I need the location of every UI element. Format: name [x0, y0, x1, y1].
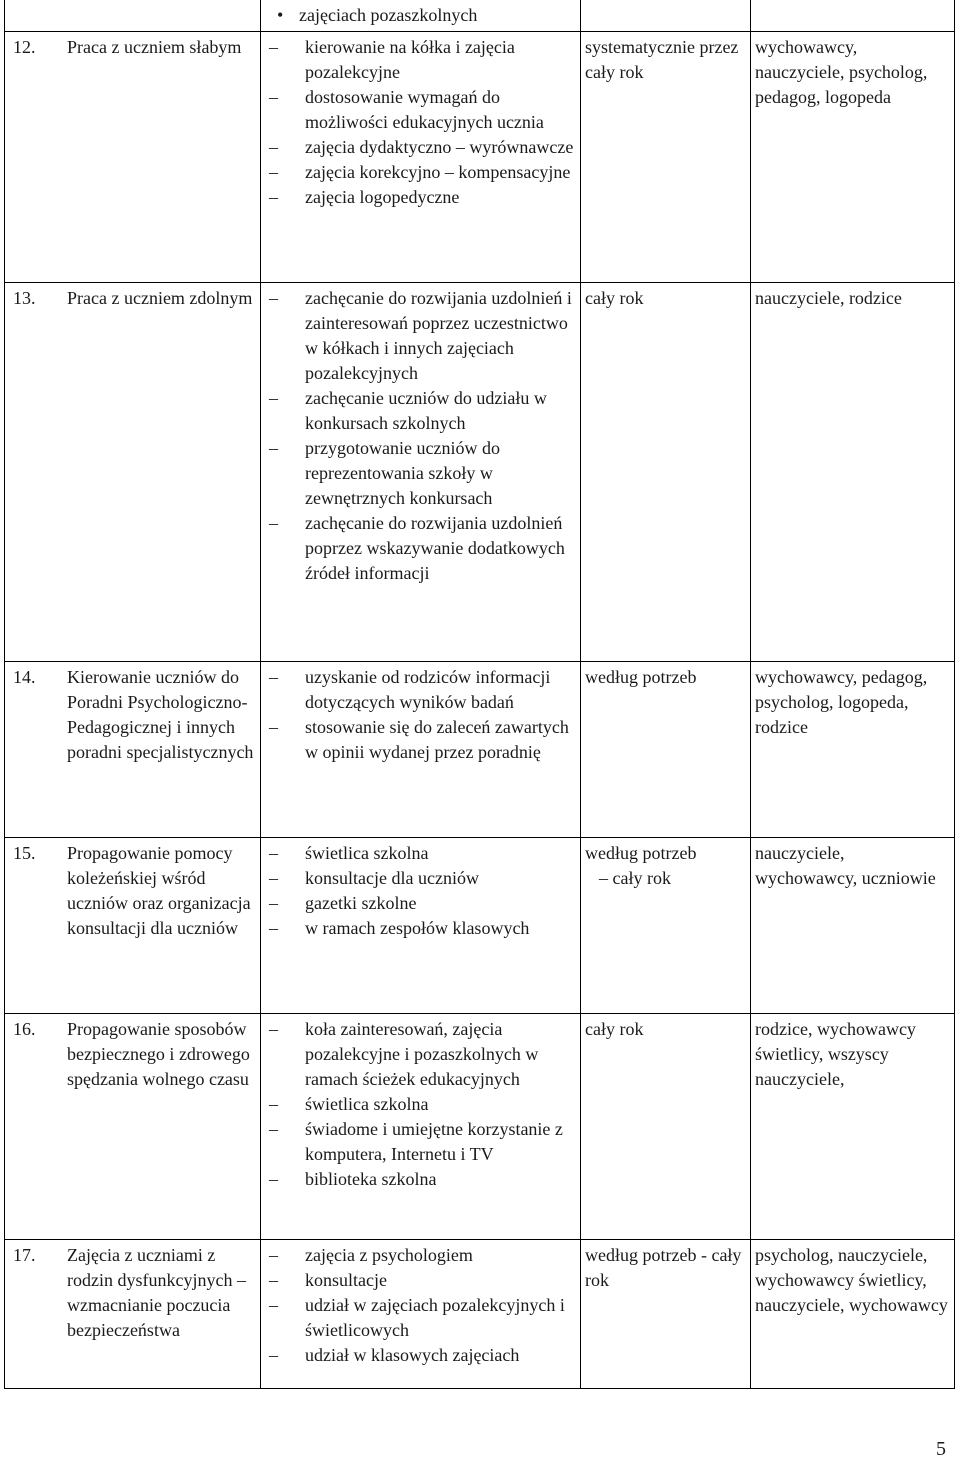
row-number: 14. — [13, 667, 36, 687]
responsible-text: wychowawcy, nauczyciele, psycholog, pedagog, logopeda — [755, 37, 928, 107]
cell-responsible — [751, 1240, 955, 1389]
row-number: 12. — [13, 37, 36, 57]
cell-methods — [261, 0, 581, 32]
list-item: – przygotowanie uczniów do reprezentowania szkoły w zewnętrznych konkursach — [265, 436, 576, 511]
list-item: – kierowanie na kółka i zajęcia pozalekcyjne — [265, 35, 576, 85]
list-item: – konsultacje — [265, 1268, 576, 1293]
table-row-14 — [5, 662, 955, 838]
row-number: 15. — [13, 843, 36, 863]
row-number: 16. — [13, 1019, 36, 1039]
list-item: – udział w klasowych zajęciach — [265, 1343, 576, 1368]
list-item: – świetlica szkolna — [265, 841, 576, 866]
task-title: Praca z uczniem zdolnym — [67, 288, 253, 308]
cell-task — [5, 283, 261, 662]
list-item: – gazetki szkolne — [265, 891, 576, 916]
cell-responsible — [751, 0, 955, 32]
methods-list — [265, 665, 576, 765]
term-text: systematycznie przez cały rok — [585, 37, 739, 82]
methods-list — [265, 1243, 576, 1368]
table-row-13 — [5, 283, 955, 662]
table-row-16 — [5, 1014, 955, 1240]
cell-methods — [261, 838, 581, 1014]
cell-responsible — [751, 662, 955, 838]
list-item: – zajęcia z psychologiem — [265, 1243, 576, 1268]
cell-task — [5, 1014, 261, 1240]
responsible-text: nauczyciele, rodzice — [755, 288, 902, 308]
methods-list — [265, 841, 576, 941]
cell-term — [581, 283, 751, 662]
list-item: – stosowanie się do zaleceń zawartych w opinii wydanej przez poradnię — [265, 715, 576, 765]
responsible-text: rodzice, wychowawcy świetlicy, wszyscy nauczyciele, — [755, 1019, 916, 1089]
list-item: – zajęcia korekcyjno – kompensacyjne — [265, 160, 576, 185]
cell-task — [5, 32, 261, 283]
term-text: cały rok — [585, 1019, 644, 1039]
methods-list — [265, 1017, 576, 1192]
row-number: 13. — [13, 288, 36, 308]
responsible-text: psycholog, nauczyciele, wychowawcy świetlicy, nauczyciele, wychowawcy — [755, 1245, 948, 1315]
cell-term — [581, 1014, 751, 1240]
list-item: – konsultacje dla uczniów — [265, 866, 576, 891]
cell-task — [5, 0, 261, 32]
list-item: • zajęciach pozaszkolnych — [265, 3, 576, 28]
cell-responsible — [751, 838, 955, 1014]
cell-term — [581, 32, 751, 283]
cell-term — [581, 1240, 751, 1389]
cell-methods — [261, 1014, 581, 1240]
task-title: Kierowanie uczniów do Poradni Psychologiczno-Pedagogicznej i innych poradni specjalistycznych — [67, 667, 254, 762]
list-item: – udział w zajęciach pozalekcyjnych i świetlicowych — [265, 1293, 576, 1343]
cell-responsible — [751, 283, 955, 662]
cell-term — [581, 0, 751, 32]
list-item: – koła zainteresowań, zajęcia pozalekcyjne i pozaszkolnych w ramach ścieżek edukacyjnych — [265, 1017, 576, 1092]
cell-task — [5, 1240, 261, 1389]
list-item: – świadome i umiejętne korzystanie z komputera, Internetu i TV — [265, 1117, 576, 1167]
methods-list — [265, 286, 576, 586]
cell-term — [581, 662, 751, 838]
list-item: – w ramach zespołów klasowych — [265, 916, 576, 941]
term-text: według potrzeb — [585, 667, 697, 687]
cell-methods — [261, 32, 581, 283]
term-text: cały rok — [585, 288, 644, 308]
list-item: – zajęcia dydaktyczno – wyrównawcze — [265, 135, 576, 160]
methods-list — [265, 35, 576, 210]
cell-responsible — [751, 32, 955, 283]
list-item: – uzyskanie od rodziców informacji dotyczących wyników badań — [265, 665, 576, 715]
cell-responsible — [751, 1014, 955, 1240]
list-item: – zachęcanie do rozwijania uzdolnień poprzez wskazywanie dodatkowych źródeł informacji — [265, 511, 576, 586]
methods-list — [265, 3, 576, 28]
task-title: Zajęcia z uczniami z rodzin dysfunkcyjnych – wzmacnianie poczucia bezpieczeństwa — [67, 1245, 246, 1340]
term-text: według potrzeb - cały rok — [585, 1245, 742, 1290]
plan-table — [4, 0, 955, 1389]
cell-task — [5, 662, 261, 838]
page-number: 5 — [936, 1438, 946, 1460]
list-item: – zachęcanie uczniów do udziału w konkursach szkolnych — [265, 386, 576, 436]
cell-term — [581, 838, 751, 1014]
table-row-continuation — [5, 0, 955, 32]
list-item: – dostosowanie wymagań do możliwości edukacyjnych ucznia — [265, 85, 576, 135]
cell-task — [5, 838, 261, 1014]
task-title: Propagowanie sposobów bezpiecznego i zdrowego spędzania wolnego czasu — [67, 1019, 250, 1089]
term-text: według potrzeb — [585, 843, 697, 863]
list-item: – zajęcia logopedyczne — [265, 185, 576, 210]
row-number: 17. — [13, 1245, 36, 1265]
responsible-text: wychowawcy, pedagog, psycholog, logopeda, rodzice — [755, 667, 928, 737]
list-item: – biblioteka szkolna — [265, 1167, 576, 1192]
list-item: – zachęcanie do rozwijania uzdolnień i zainteresowań poprzez uczestnictwo w kółkach i innych zajęciach pozalekcyjnych — [265, 286, 576, 386]
table-row-17 — [5, 1240, 955, 1389]
task-title: Propagowanie pomocy koleżeńskiej wśród uczniów oraz organizacja konsultacji dla uczniów — [67, 843, 251, 938]
responsible-text: nauczyciele, wychowawcy, uczniowie — [755, 843, 936, 888]
table-row-15 — [5, 838, 955, 1014]
task-title: Praca z uczniem słabym — [67, 37, 242, 57]
term-text: – cały rok — [599, 868, 671, 888]
cell-methods — [261, 1240, 581, 1389]
list-item: – świetlica szkolna — [265, 1092, 576, 1117]
cell-methods — [261, 662, 581, 838]
table-row-12 — [5, 32, 955, 283]
cell-methods — [261, 283, 581, 662]
